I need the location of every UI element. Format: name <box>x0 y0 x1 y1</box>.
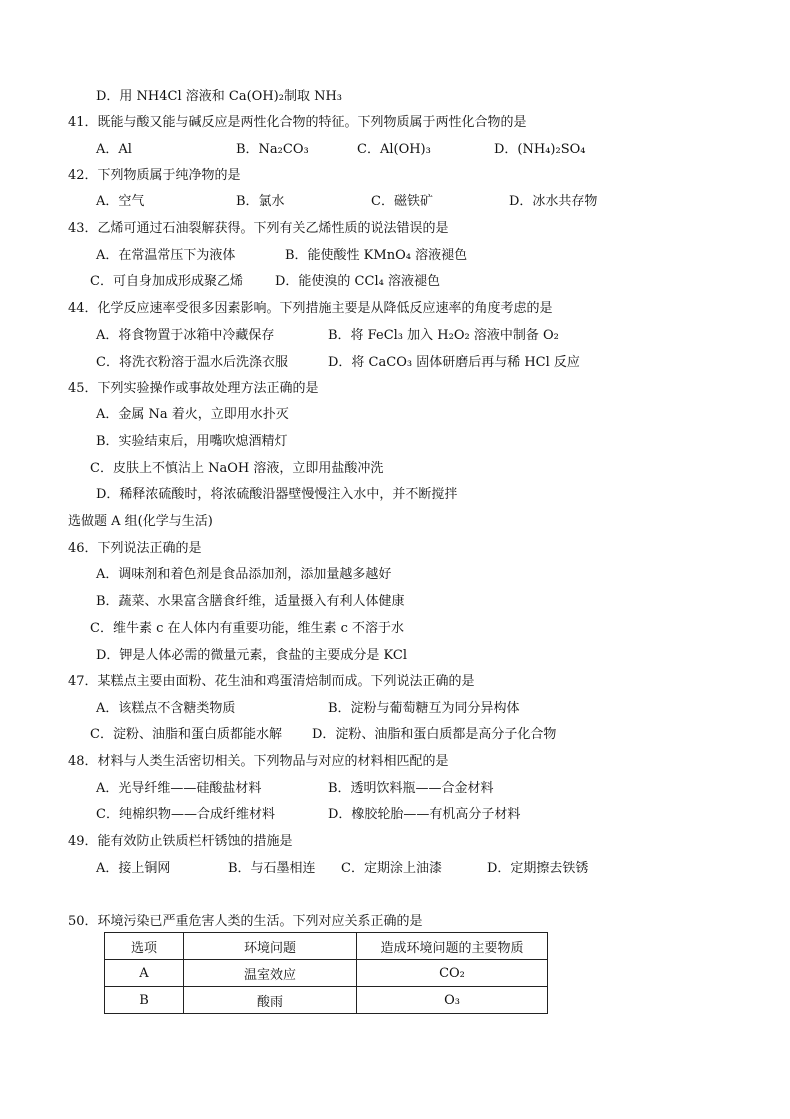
question-43-stem: 43．乙烯可通过石油裂解获得。下列有关乙烯性质的说法错误的是 <box>68 221 449 236</box>
question-43-option-a: A．在常温常压下为液体 <box>96 248 236 263</box>
table-header-cell: 造成环境问题的主要物质 <box>357 933 548 960</box>
question-49-option-a: A．接上铜网 <box>96 861 171 876</box>
question-43-option-d: D．能使溴的 CCl₄ 溶液褪色 <box>275 274 440 289</box>
question-42-option-a: A．空气 <box>96 194 145 209</box>
question-48-option-a: A．光导纤维——硅酸盐材料 <box>96 781 262 796</box>
table-cell: 酸雨 <box>184 987 357 1014</box>
question-46-option-d: D．钾是人体必需的微量元素，食盐的主要成分是 KCl <box>96 648 408 663</box>
question-44-option-c: C．将洗衣粉溶于温水后洗涤衣服 <box>96 355 288 370</box>
question-45-option-c: C．皮肤上不慎沾上 NaOH 溶液，立即用盐酸冲洗 <box>90 461 384 476</box>
table-row <box>105 987 548 1014</box>
question-49-option-b: B．与石墨相连 <box>228 861 316 876</box>
question-44-option-a: A．将食物置于冰箱中冷藏保存 <box>96 328 275 343</box>
table-row <box>105 960 548 987</box>
question-49-option-d: D．定期擦去铁锈 <box>487 861 589 876</box>
question-48-option-b: B．透明饮料瓶——合金材料 <box>328 781 494 796</box>
question-42-option-d: D．冰水共存物 <box>509 194 598 209</box>
question-47-option-c: C．淀粉、油脂和蛋白质都能水解 <box>90 727 282 742</box>
question-47-stem: 47．某糕点主要由面粉、花生油和鸡蛋清焙制而成。下列说法正确的是 <box>68 674 475 689</box>
question-50-stem: 50．环境污染已严重危害人类的生活。下列对应关系正确的是 <box>68 914 423 929</box>
question-49-stem: 49．能有效防止铁质栏杆锈蚀的措施是 <box>68 834 293 849</box>
question-44-option-b: B．将 FeCl₃ 加入 H₂O₂ 溶液中制备 O₂ <box>328 328 559 343</box>
question-49-option-c: C．定期涂上油漆 <box>341 861 442 876</box>
question-41-option-c: C．Al(OH)₃ <box>357 142 431 157</box>
question-46-option-a: A．调味剂和着色剂是食品添加剂，添加量越多越好 <box>96 567 392 582</box>
table-cell: O₃ <box>357 987 548 1014</box>
table-header-row <box>105 933 548 960</box>
question-45-option-a: A．金属 Na 着火，立即用水扑灭 <box>96 407 289 422</box>
question-47-option-d: D．淀粉、油脂和蛋白质都是高分子化合物 <box>312 727 557 742</box>
elective-group-heading: 选做题 A 组(化学与生活) <box>68 514 213 529</box>
question-45-option-b: B．实验结束后，用嘴吹熄酒精灯 <box>96 434 288 449</box>
question-41-option-a: A．Al <box>96 142 132 157</box>
question-45-option-d: D．稀释浓硫酸时，将浓硫酸沿器壁慢慢注入水中，并不断搅拌 <box>96 487 458 502</box>
table-cell: A <box>105 960 184 987</box>
question-47-option-b: B．淀粉与葡萄糖互为同分异构体 <box>328 701 520 716</box>
table-header-cell: 环境问题 <box>184 933 357 960</box>
question-43-option-c: C．可自身加成形成聚乙烯 <box>90 274 243 289</box>
question-41-stem: 41．既能与酸又能与碱反应是两性化合物的特征。下列物质属于两性化合物的是 <box>68 115 527 130</box>
question-41-option-b: B．Na₂CO₃ <box>236 142 309 157</box>
question-44-stem: 44．化学反应速率受很多因素影响。下列措施主要是从降低反应速率的角度考虑的是 <box>68 301 553 316</box>
question-48-option-d: D．橡胶轮胎——有机高分子材料 <box>328 807 521 822</box>
table-cell: 温室效应 <box>184 960 357 987</box>
question-46-option-c: C．维牛素 c 在人体内有重要功能，维生素 c 不溶于水 <box>90 621 405 636</box>
question-43-option-b: B．能使酸性 KMnO₄ 溶液褪色 <box>285 248 468 263</box>
question-41-option-d: D．(NH₄)₂SO₄ <box>494 142 586 157</box>
question-40-option-d: D．用 NH4Cl 溶液和 Ca(OH)₂制取 NH₃ <box>96 89 343 104</box>
question-42-option-c: C．磁铁矿 <box>371 194 433 209</box>
table-cell: B <box>105 987 184 1014</box>
question-46-option-b: B．蔬菜、水果富含膳食纤维，适量摄入有利人体健康 <box>96 594 405 609</box>
question-45-stem: 45．下列实验操作或事故处理方法正确的是 <box>68 381 319 396</box>
table-cell: CO₂ <box>357 960 548 987</box>
environment-table <box>104 932 548 1014</box>
question-47-option-a: A．该糕点不含糖类物质 <box>96 701 236 716</box>
question-48-stem: 48．材料与人类生活密切相关。下列物品与对应的材料相匹配的是 <box>68 754 449 769</box>
table-header-cell: 选项 <box>105 933 184 960</box>
question-42-stem: 42．下列物质属于纯净物的是 <box>68 168 241 183</box>
question-44-option-d: D．将 CaCO₃ 固体研磨后再与稀 HCl 反应 <box>328 355 580 370</box>
question-48-option-c: C．纯棉织物——合成纤维材料 <box>96 807 275 822</box>
question-46-stem: 46．下列说法正确的是 <box>68 541 202 556</box>
question-42-option-b: B．氯水 <box>236 194 285 209</box>
